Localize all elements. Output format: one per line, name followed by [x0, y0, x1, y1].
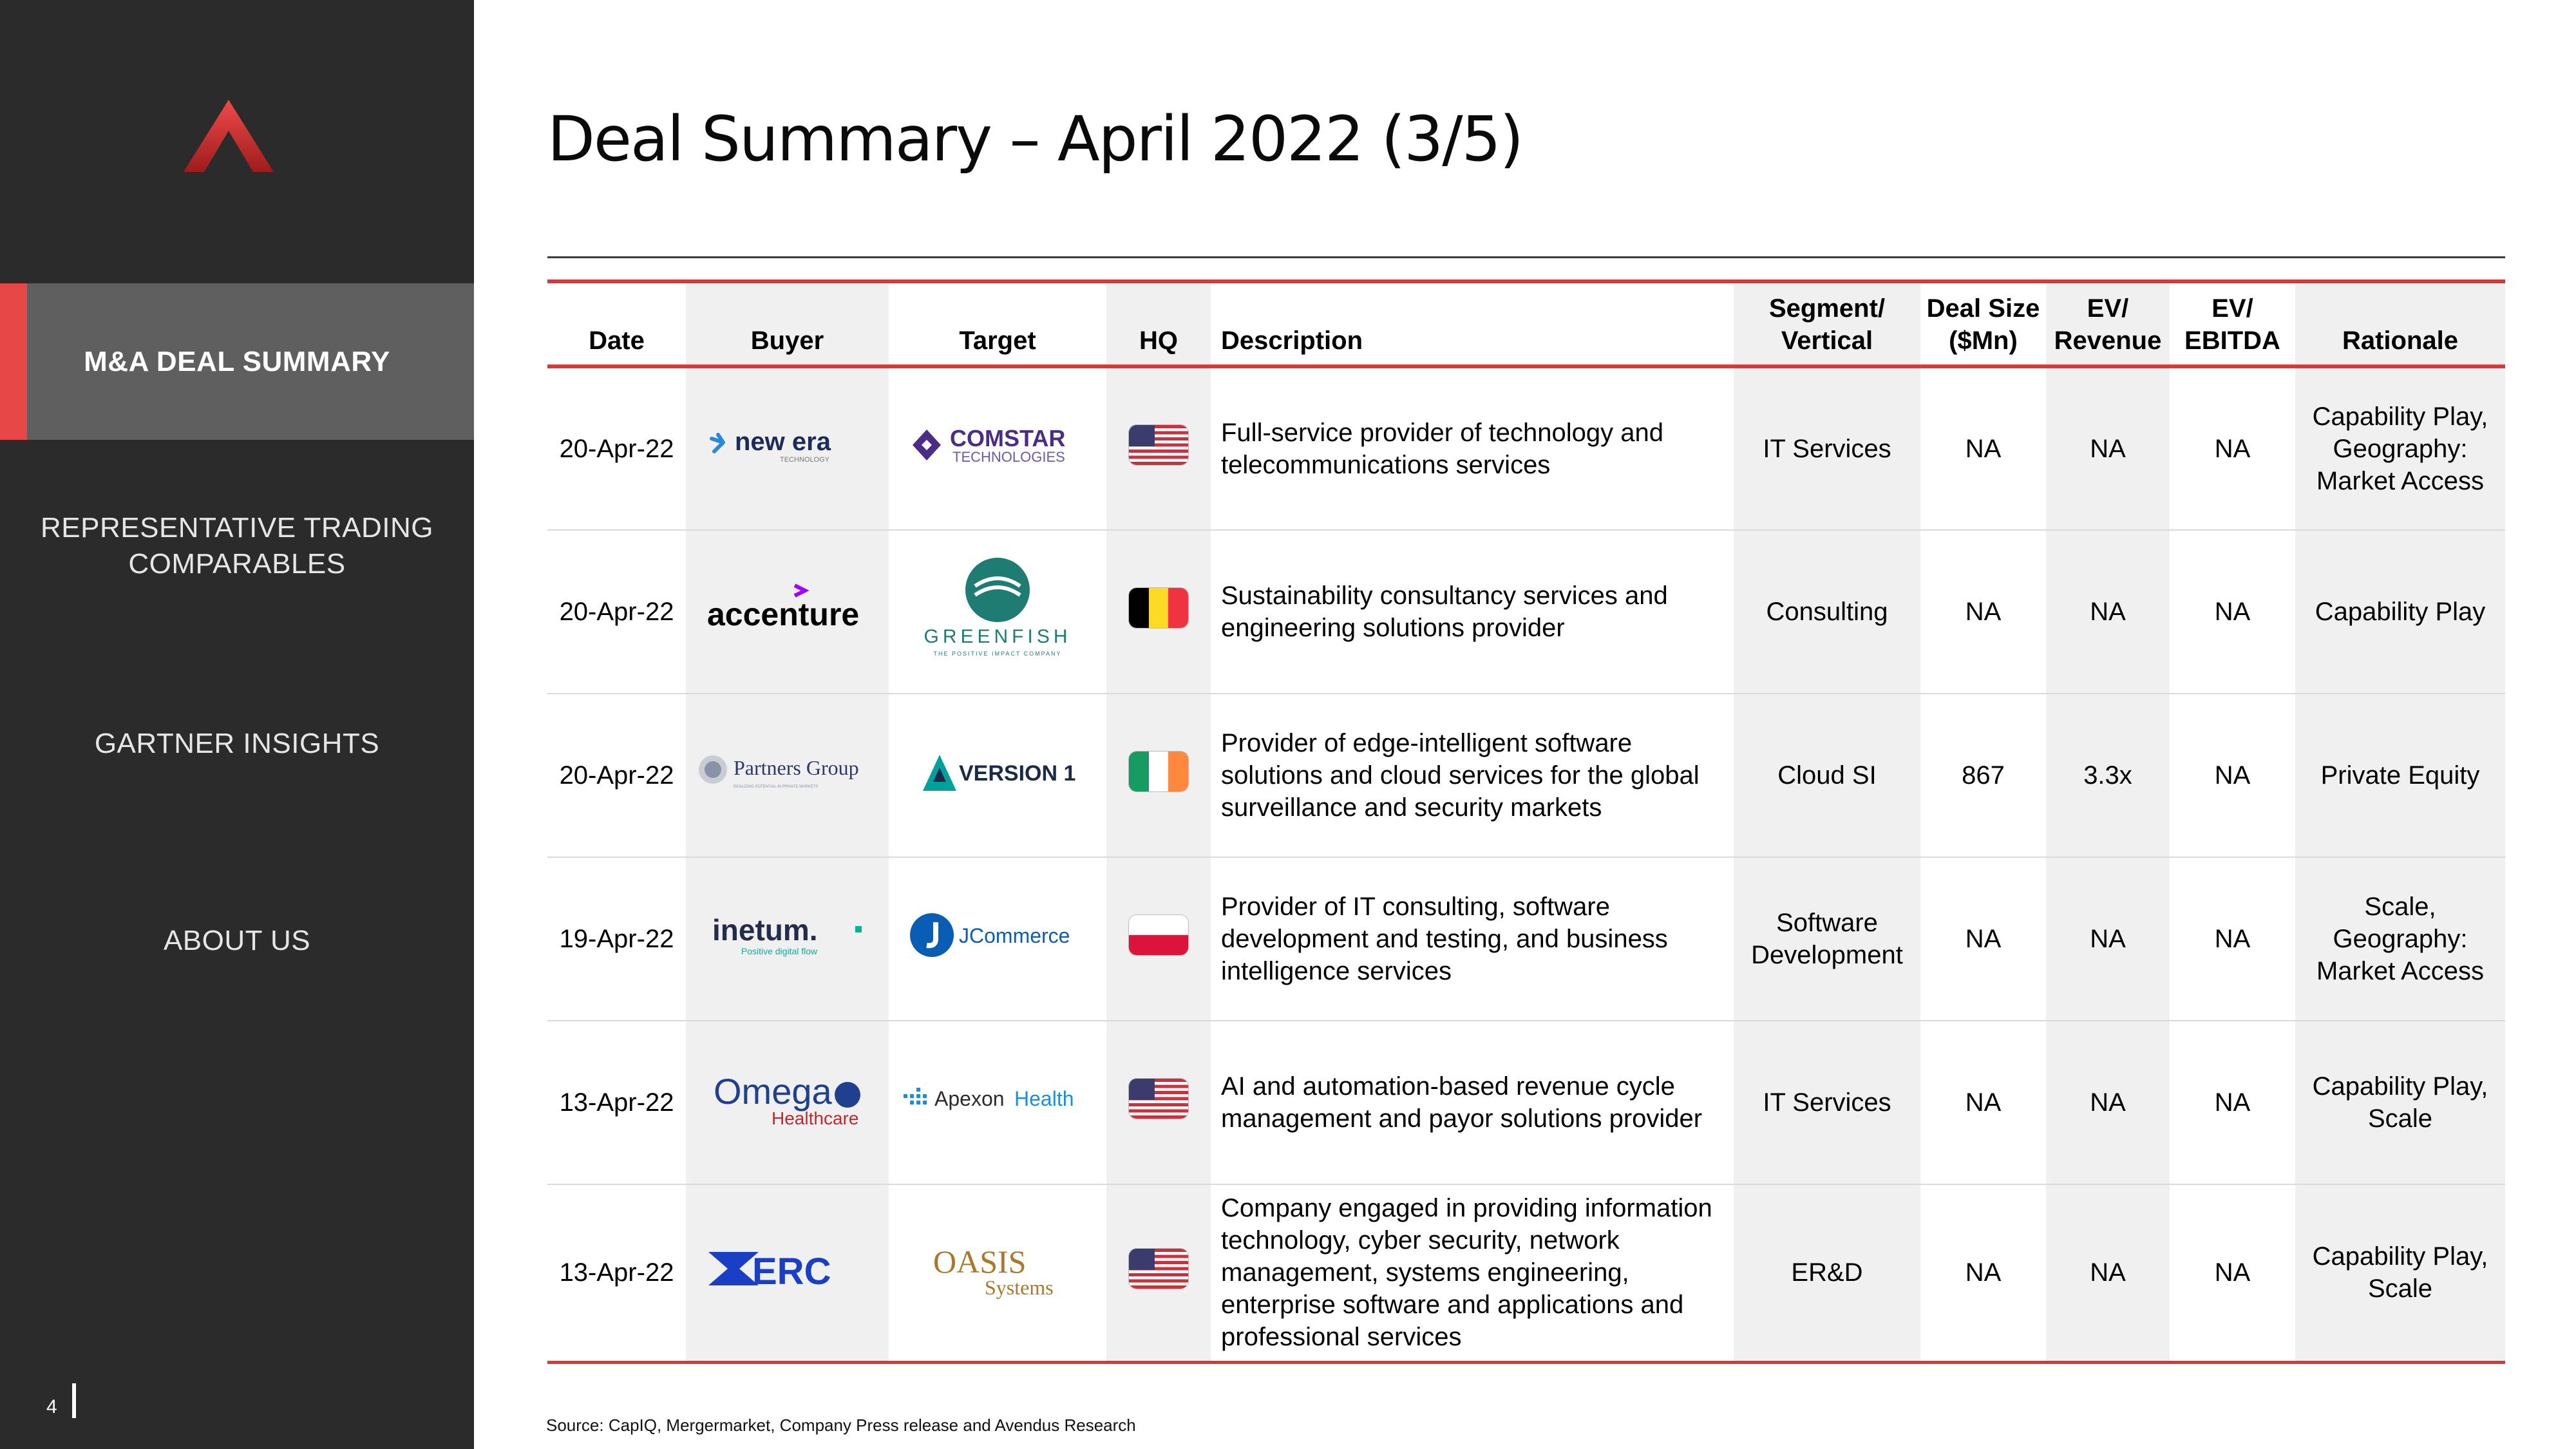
cell-rationale: Capability Play, Geography: Market Access	[2295, 366, 2505, 530]
cell-rationale: Private Equity	[2295, 694, 2505, 857]
cell-date: 20-Apr-22	[547, 530, 686, 694]
cell-buyer	[686, 694, 889, 857]
svg-text:JCommerce: JCommerce	[959, 924, 1070, 947]
nav-item-ma-deal-summary[interactable]	[0, 283, 474, 440]
nav-item-trading-comparables[interactable]: REPRESENTATIVE TRADING COMPARABLES	[41, 512, 433, 580]
svg-text:GREENFISH: GREENFISH	[923, 626, 1072, 647]
header-rationale: Rationale	[2295, 281, 2505, 366]
deal-summary-table	[547, 279, 2505, 1364]
page-number-divider	[72, 1383, 76, 1418]
cell-ev-revenue: NA	[2046, 1184, 2170, 1362]
svg-text:Health: Health	[1014, 1087, 1074, 1110]
cell-ev-ebitda: NA	[2170, 1184, 2295, 1362]
cell-ev-revenue: NA	[2046, 857, 2170, 1021]
cell-ev-revenue: NA	[2046, 366, 2170, 530]
table-row	[547, 1021, 2505, 1184]
cell-description: Full-service provider of technology and telecommunications services	[1211, 366, 1734, 530]
table-row	[547, 1184, 2505, 1362]
header-buyer: Buyer	[686, 281, 889, 366]
cell-buyer	[686, 366, 889, 530]
us-flag-icon	[1129, 1079, 1188, 1119]
cell-buyer	[686, 1021, 889, 1184]
cell-hq	[1106, 1184, 1211, 1362]
cell-ev-ebitda: NA	[2170, 530, 2295, 694]
nav-item-gartner-insights[interactable]: GARTNER INSIGHTS	[94, 728, 380, 759]
cell-deal-size: NA	[1920, 366, 2046, 530]
partners-group-logo	[697, 749, 878, 794]
cell-deal-size: NA	[1920, 530, 2046, 694]
cell-ev-ebitda: NA	[2170, 1021, 2295, 1184]
svg-text:COMSTAR: COMSTAR	[950, 425, 1066, 451]
cell-buyer	[686, 530, 889, 694]
cell-description: Company engaged in providing information technology, cyber security, network management, systems engineering, enterprise software and applications and professional services	[1211, 1184, 1734, 1362]
cell-target	[889, 1021, 1106, 1184]
us-flag-icon	[1129, 425, 1188, 465]
cell-ev-ebitda: NA	[2170, 694, 2295, 857]
accenture-logo	[701, 579, 875, 637]
svg-text:Positive digital flow: Positive digital flow	[741, 946, 817, 956]
version1-logo	[914, 746, 1081, 797]
header-ev-ebitda: EV/ EBITDA	[2170, 281, 2295, 366]
table-row	[547, 366, 2505, 530]
cell-ev-ebitda: NA	[2170, 366, 2295, 530]
inetum-logo	[701, 909, 875, 961]
comstar-logo	[907, 418, 1088, 472]
cell-segment: IT Services	[1734, 1021, 1920, 1184]
title-divider	[547, 256, 2505, 258]
poland-flag-icon	[1129, 915, 1188, 955]
oasis-systems-logo	[907, 1236, 1088, 1301]
cell-date: 19-Apr-22	[547, 857, 686, 1021]
cell-target	[889, 530, 1106, 694]
svg-text:TECHNOLOGY: TECHNOLOGY	[779, 456, 829, 464]
cell-deal-size: NA	[1920, 1021, 2046, 1184]
cell-deal-size: 867	[1920, 694, 2046, 857]
cell-buyer	[686, 1184, 889, 1362]
cell-hq	[1106, 530, 1211, 694]
cell-target	[889, 1184, 1106, 1362]
table-row	[547, 857, 2505, 1021]
cell-rationale: Scale, Geography: Market Access	[2295, 857, 2505, 1021]
cell-segment: Software Development	[1734, 857, 1920, 1021]
erc-logo	[701, 1243, 875, 1294]
cell-buyer	[686, 857, 889, 1021]
cell-target	[889, 694, 1106, 857]
company-logo	[184, 100, 274, 172]
svg-text:Healthcare: Healthcare	[771, 1108, 858, 1128]
newera-logo	[704, 419, 871, 471]
svg-text:Partners Group: Partners Group	[733, 756, 859, 779]
svg-text:ERC: ERC	[752, 1251, 831, 1293]
header-deal-size: Deal Size ($Mn)	[1920, 281, 2046, 366]
cell-deal-size: NA	[1920, 1184, 2046, 1362]
cell-ev-revenue: NA	[2046, 530, 2170, 694]
cell-description: AI and automation-based revenue cycle management and payor solutions provider	[1211, 1021, 1734, 1184]
cell-hq	[1106, 366, 1211, 530]
svg-text:REALIZING POTENTIAL IN PRIVATE: REALIZING POTENTIAL IN PRIVATE MARKETS	[733, 785, 818, 789]
cell-target	[889, 857, 1106, 1021]
table-row	[547, 694, 2505, 857]
cell-rationale: Capability Play	[2295, 530, 2505, 694]
cell-date: 20-Apr-22	[547, 366, 686, 530]
omega-healthcare-logo	[701, 1066, 875, 1131]
cell-deal-size: NA	[1920, 857, 2046, 1021]
svg-text:accenture: accenture	[706, 596, 859, 632]
ireland-flag-icon	[1129, 752, 1188, 791]
cell-rationale: Capability Play, Scale	[2295, 1021, 2505, 1184]
page-title: Deal Summary – April 2022 (3/5)	[547, 103, 1523, 175]
cell-segment: ER&D	[1734, 1184, 1920, 1362]
cell-date: 13-Apr-22	[547, 1021, 686, 1184]
cell-ev-revenue: 3.3x	[2046, 694, 2170, 857]
header-segment: Segment/ Vertical	[1734, 281, 1920, 366]
active-indicator	[0, 283, 27, 440]
cell-segment: Cloud SI	[1734, 694, 1920, 857]
nav-label: M&A DEAL SUMMARY	[84, 345, 390, 377]
cell-segment: Consulting	[1734, 530, 1920, 694]
apexonhealth-logo	[901, 1076, 1094, 1121]
cell-ev-revenue: NA	[2046, 1021, 2170, 1184]
svg-text:OASIS: OASIS	[933, 1244, 1027, 1280]
header-target: Target	[889, 281, 1106, 366]
cell-hq	[1106, 857, 1211, 1021]
header-description: Description	[1211, 281, 1734, 366]
source-note: Source: CapIQ, Mergermarket, Company Press release and Avendus Research	[546, 1416, 1136, 1435]
svg-text:VERSION 1: VERSION 1	[959, 761, 1076, 786]
header-date: Date	[547, 281, 686, 366]
cell-description: Provider of IT consulting, software development and testing, and business intelligence services	[1211, 857, 1734, 1021]
greenfish-logo	[911, 556, 1084, 659]
cell-segment: IT Services	[1734, 366, 1920, 530]
cell-target	[889, 366, 1106, 530]
cell-date: 13-Apr-22	[547, 1184, 686, 1362]
cell-description: Sustainability consultancy services and engineering solutions provider	[1211, 530, 1734, 694]
cell-rationale: Capability Play, Scale	[2295, 1184, 2505, 1362]
page-number: 4	[46, 1396, 57, 1417]
cell-ev-ebitda: NA	[2170, 857, 2295, 1021]
svg-text:inetum.: inetum.	[712, 913, 818, 947]
table-row	[547, 530, 2505, 694]
svg-text:new era: new era	[734, 428, 831, 456]
sidebar	[0, 0, 474, 1449]
svg-text:THE POSITIVE IMPACT COMPANY: THE POSITIVE IMPACT COMPANY	[933, 650, 1062, 657]
svg-text:TECHNOLOGIES: TECHNOLOGIES	[952, 449, 1065, 465]
cell-date: 20-Apr-22	[547, 694, 686, 857]
table-header-row	[547, 281, 2505, 366]
header-hq: HQ	[1106, 281, 1211, 366]
header-ev-revenue: EV/ Revenue	[2046, 281, 2170, 366]
cell-description: Provider of edge-intelligent software solutions and cloud services for the global surveillance and security markets	[1211, 694, 1734, 857]
jcommerce-logo	[907, 909, 1088, 961]
belgium-flag-icon	[1129, 588, 1188, 628]
nav-item-about-us[interactable]: ABOUT US	[163, 925, 311, 956]
svg-text:Apexon: Apexon	[934, 1087, 1005, 1110]
svg-text:Systems: Systems	[985, 1276, 1054, 1300]
svg-text:Omega: Omega	[713, 1071, 832, 1112]
us-flag-icon	[1129, 1249, 1188, 1289]
cell-hq	[1106, 694, 1211, 857]
cell-hq	[1106, 1021, 1211, 1184]
